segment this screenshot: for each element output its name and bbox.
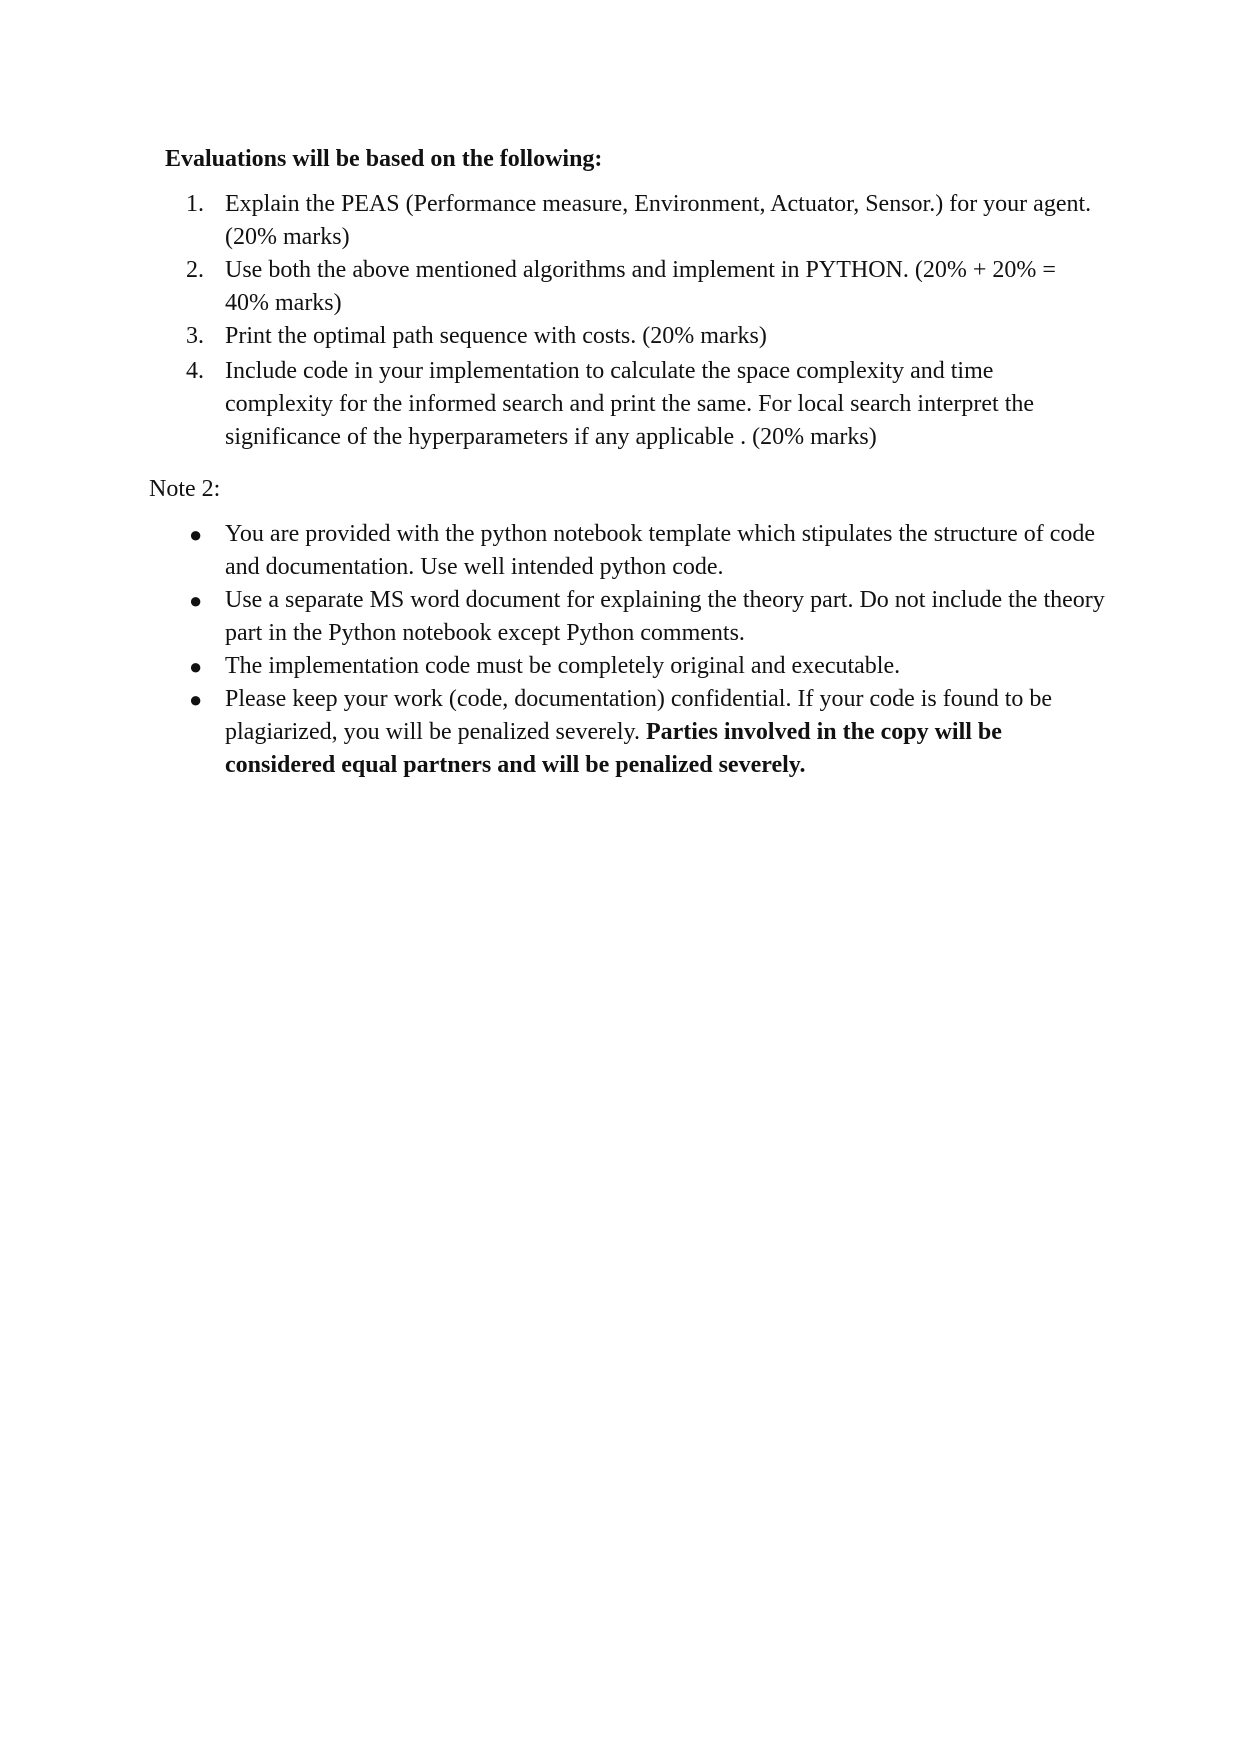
note-item (0, 683, 1105, 782)
item-number: 4. (186, 358, 204, 384)
note-text: You are provided with the python notebook template which stipulates the structure of code and documentation. Use well intended python code. (225, 521, 1096, 580)
evaluation-list (0, 188, 1242, 454)
evaluation-item (0, 188, 1105, 254)
note-bullet-list (0, 518, 1242, 782)
note-text: The implementation code must be completely original and executable. (225, 653, 901, 679)
item-text: Use both the above mentioned algorithms and implement in PYTHON. (20% + 20% = 40% marks) (225, 257, 1056, 316)
bullet-icon: ● (189, 687, 203, 712)
note-item (0, 518, 1105, 584)
bullet-icon: ● (189, 654, 203, 679)
bullet-icon: ● (189, 522, 203, 547)
item-text: Include code in your implementation to calculate the space complexity and time complexity for the informed search and print the same. For local search interpret the significance of the hyperparameters if any applicable . (20% marks) (225, 358, 1035, 450)
item-number: 1. (186, 191, 204, 217)
evaluation-heading: Evaluations will be based on the following: (165, 146, 603, 172)
note-bold-warning: Parties involved in the copy will be considered equal partners and will be penalized severely. (225, 719, 1002, 778)
item-text: Explain the PEAS (Performance measure, Environment, Actuator, Sensor.) for your agent. (20% marks) (225, 191, 1092, 250)
note-text: Use a separate MS word document for explaining the theory part. Do not include the theory part in the Python notebook except Python comments. (225, 587, 1105, 646)
evaluation-item (0, 254, 1105, 320)
bullet-icon: ● (189, 588, 203, 613)
item-text: Print the optimal path sequence with costs. (20% marks) (225, 323, 767, 349)
evaluation-item (0, 320, 1105, 355)
note-item (0, 650, 1105, 683)
item-number: 2. (186, 257, 204, 283)
note-text: Please keep your work (code, documentation) confidential. If your code is found to be plagiarized, you will be penalized severely. (225, 686, 1053, 745)
note-label: Note 2: (149, 476, 221, 502)
item-number: 3. (186, 323, 204, 349)
evaluation-item (0, 355, 1105, 454)
note-item (0, 584, 1105, 650)
